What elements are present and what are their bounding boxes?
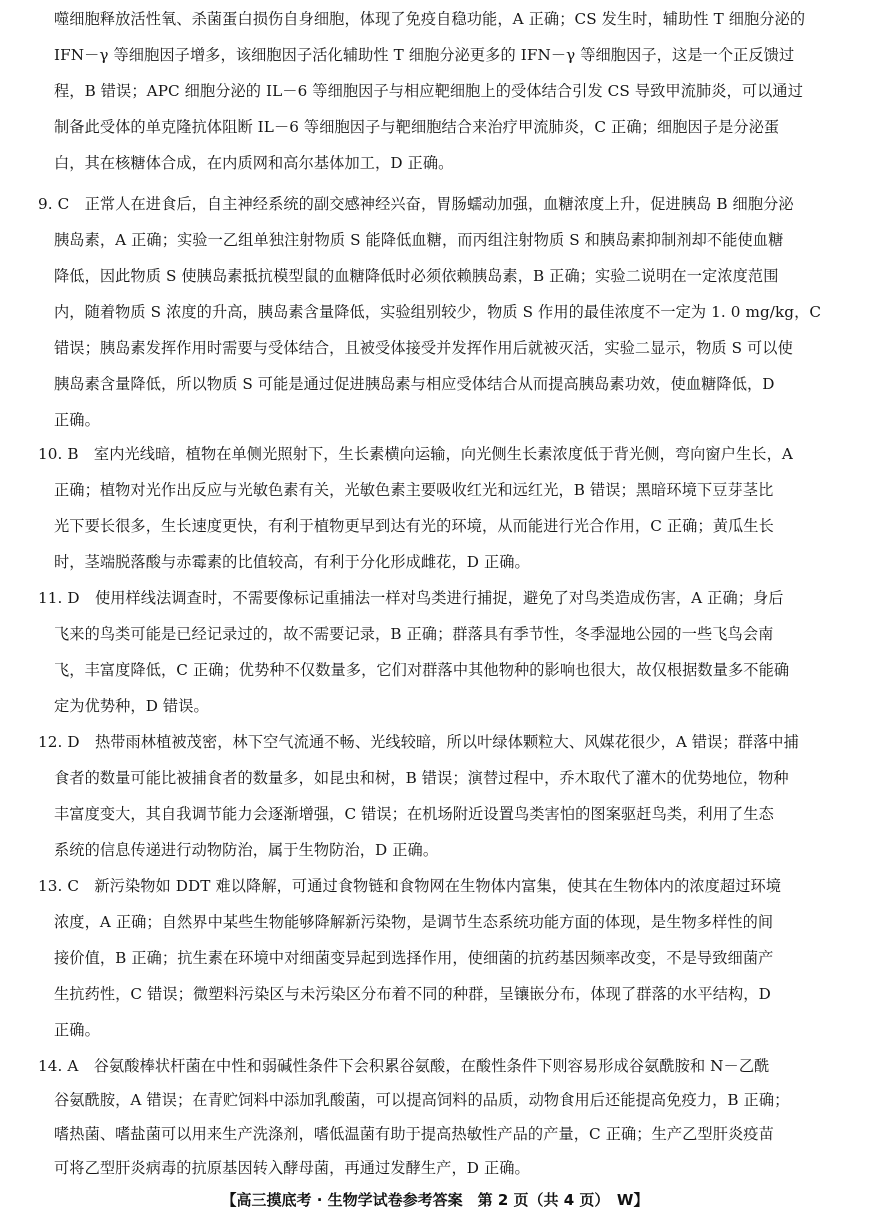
text-line: 正确。 xyxy=(54,411,100,429)
text-line: 胰岛素含量降低，所以物质 S 可能是通过促进胰岛素与相应受体结合从而提高胰岛素功效，使血糖降低，D xyxy=(54,375,775,393)
text-line: 正确。 xyxy=(54,1021,100,1039)
text-line: 正确；植物对光作出反应与光敏色素有关，光敏色素主要吸收红光和远红光，B 错误；黑暗环境下豆芽茎比 xyxy=(54,481,774,499)
text-line: 谷氨酰胺，A 错误；在青贮饲料中添加乳酸菌，可以提高饲料的品质，动物食用后还能提高免疫力，B 正确； xyxy=(54,1091,790,1109)
text-line: 飞，丰富度降低，C 正确；优势种不仅数量多，它们对群落中其他物种的影响也很大，故仅根据数量多不能确 xyxy=(54,661,790,679)
text-line: 飞来的鸟类可能是已经记录过的，故不需要记录，B 正确；群落具有季节性，冬季湿地公园的一些飞鸟会南 xyxy=(54,625,774,643)
text-line: 胰岛素，A 正确；实验一乙组单独注射物质 S 能降低血糖，而丙组注射物质 S 和胰岛素抑制剂却不能使血糖 xyxy=(54,231,784,249)
text-line: 食者的数量可能比被捕食者的数量多，如昆虫和树，B 错误；演替过程中，乔木取代了灌木的优势地位，物种 xyxy=(54,769,789,787)
text-line: 嗜热菌、嗜盐菌可以用来生产洗涤剂，嗜低温菌有助于提高热敏性产品的产量，C 正确；生产乙型肝炎疫苗 xyxy=(54,1125,774,1143)
text-line: 错误；胰岛素发挥作用时需要与受体结合，且被受体接受并发挥作用后就被灭活，实验二显示，物质 S 可以使 xyxy=(54,339,793,357)
text-line: 13. C 新污染物如 DDT 难以降解，可通过食物链和食物网在生物体内富集，使其在生物体内的浓度超过环境 xyxy=(38,877,782,895)
text-line: 噬细胞释放活性氧、杀菌蛋白损伤自身细胞，体现了免疫自稳功能，A 正确；CS 发生时，辅助性 T 细胞分泌的 xyxy=(54,10,806,28)
text-line: 14. A 谷氨酸棒状杆菌在中性和弱碱性条件下会积累谷氨酸，在酸性条件下则容易形成谷氨酰胺和 N－乙酰 xyxy=(38,1057,770,1075)
text-line: 生抗药性，C 错误；微塑料污染区与未污染区分布着不同的种群，呈镶嵌分布，体现了群落的水平结构，D xyxy=(54,985,771,1003)
text-line: 丰富度变大，其自我调节能力会逐渐增强，C 错误；在机场附近设置鸟类害怕的图案驱赶鸟类，利用了生态 xyxy=(54,805,774,823)
text-line: 制备此受体的单克隆抗体阻断 IL－6 等细胞因子与靶细胞结合来治疗甲流肺炎，C 正确；细胞因子是分泌蛋 xyxy=(54,118,780,136)
text-line: 定为优势种，D 错误。 xyxy=(54,697,209,715)
text-line: 11. D 使用样线法调查时，不需要像标记重捕法一样对鸟类进行捕捉，避免了对鸟类造成伤害，A 正确；身后 xyxy=(38,589,784,607)
text-line: 可将乙型肝炎病毒的抗原基因转入酵母菌，再通过发酵生产，D 正确。 xyxy=(54,1159,530,1177)
page-footer: 【高三摸底考 · 生物学试卷参考答案 第 2 页（共 4 页） W】 xyxy=(221,1191,649,1209)
text-line: 浓度，A 正确；自然界中某些生物能够降解新污染物，是调节生态系统功能方面的体现，是生物多样性的间 xyxy=(54,913,774,931)
text-line: 9. C 正常人在进食后，自主神经系统的副交感神经兴奋，胃肠蠕动加强，血糖浓度上升，促进胰岛 B 细胞分泌 xyxy=(38,195,794,213)
text-line: 白，其在核糖体合成，在内质网和高尔基体加工，D 正确。 xyxy=(54,154,454,172)
text-line: 时，茎端脱落酸与赤霉素的比值较高，有利于分化形成雌花，D 正确。 xyxy=(54,553,530,571)
text-line: 10. B 室内光线暗，植物在单侧光照射下，生长素横向运输，向光侧生长素浓度低于背光侧，弯向窗户生长，A xyxy=(38,445,793,463)
text-line: 光下要长很多，生长速度更快，有利于植物更早到达有光的环境，从而能进行光合作用，C 正确；黄瓜生长 xyxy=(54,517,774,535)
text-line: 接价值，B 正确；抗生素在环境中对细菌变异起到选择作用，使细菌的抗药基因频率改变，不是导致细菌产 xyxy=(54,949,774,967)
text-line: 降低，因此物质 S 使胰岛素抵抗模型鼠的血糖降低时必须依赖胰岛素，B 正确；实验二说明在一定浓度范围 xyxy=(54,267,779,285)
text-line: IFN－γ 等细胞因子增多，该细胞因子活化辅助性 T 细胞分泌更多的 IFN－γ 等细胞因子，这是一个正反馈过 xyxy=(54,46,795,64)
text-line: 系统的信息传递进行动物防治，属于生物防治，D 正确。 xyxy=(54,841,439,859)
text-line: 内，随着物质 S 浓度的升高，胰岛素含量降低，实验组别较少，物质 S 作用的最佳浓度不一定为 1. 0 mg/kg，C xyxy=(54,303,822,321)
text-line: 程，B 错误；APC 细胞分泌的 IL－6 等细胞因子与相应靶细胞上的受体结合引发 CS 导致甲流肺炎，可以通过 xyxy=(54,82,803,100)
text-line: 12. D 热带雨林植被茂密，林下空气流通不畅、光线较暗，所以叶绿体颗粒大、风媒花很少，A 错误；群落中捕 xyxy=(38,733,799,751)
